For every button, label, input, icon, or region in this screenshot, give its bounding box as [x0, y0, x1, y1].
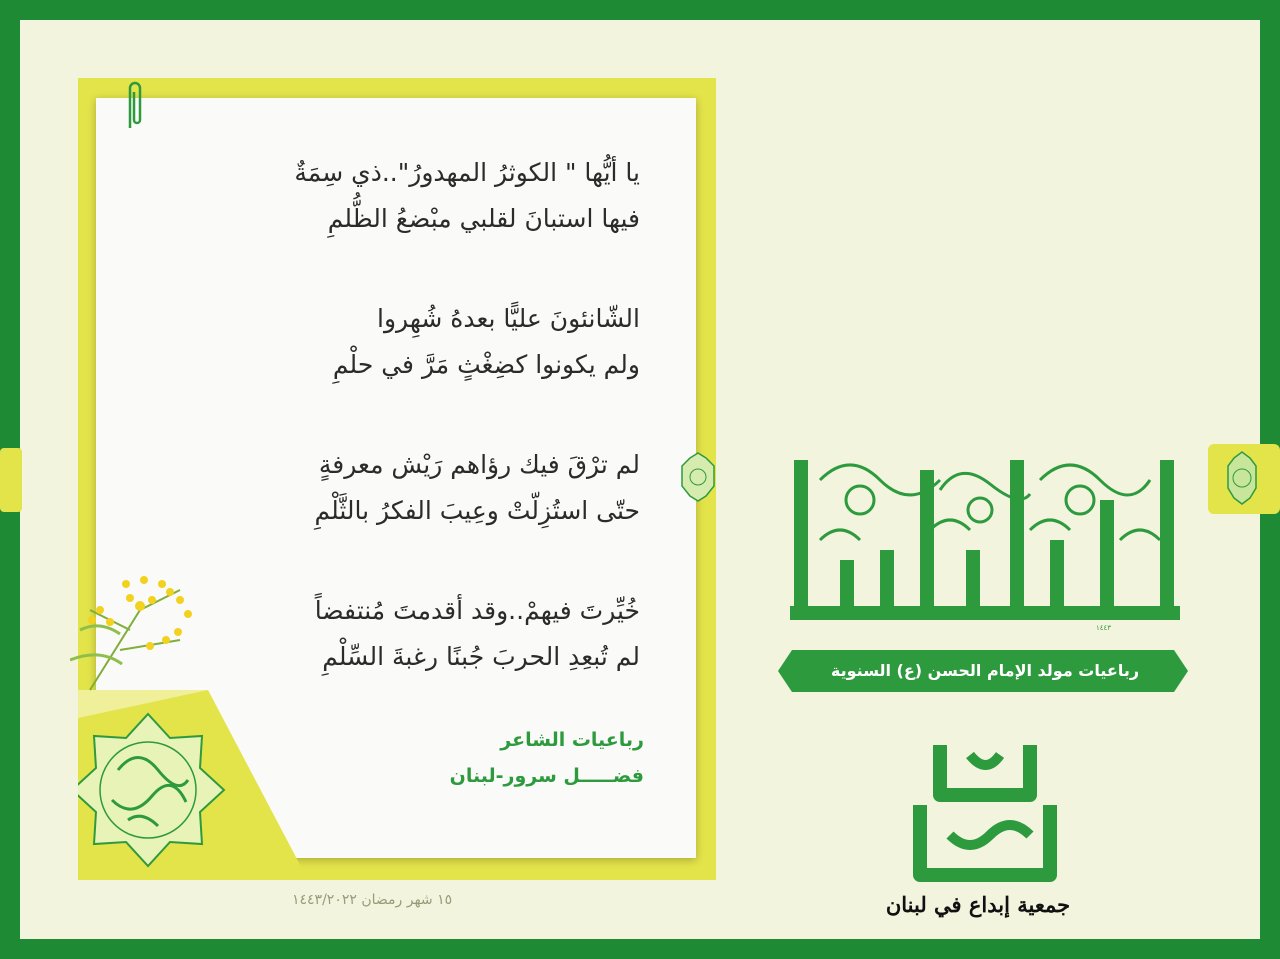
poem-line: الشّانئونَ عليًّا بعدهُ شُهِروا [377, 304, 640, 333]
stanza-2 [120, 296, 640, 388]
year-note: ١٤٤٣ [1096, 624, 1112, 632]
stanza-3 [120, 442, 640, 534]
mimosa-flower-icon [70, 570, 200, 700]
poem-line: يا أيُّها " الكوثرُ المهدورُ"..ذي سِمَةٌ [294, 158, 640, 187]
date-text: ١٥ شهر رمضان ١٤٤٣/٢٠٢٢ [292, 892, 453, 908]
poem-line: لم تُبعِدِ الحربَ جُبنًا رغبةَ السِّلْمِ [322, 642, 640, 671]
paperclip-icon [124, 76, 144, 132]
poem-line: حتّى استُزِلّتْ وعِيبَ الفكرُ بالثَّلْمِ [314, 496, 640, 525]
right-side-tab [1208, 444, 1280, 514]
poem-line: فيها استبانَ لقلبي مبْضعُ الظُّلمِ [327, 204, 640, 233]
title-subtitle: رباعيات مولد الإمام الحسن (ع) السنوية [830, 661, 1140, 680]
poem-line: خُيِّرتَ فيهمْ..وقد أقدمتَ مُنتفضاً [314, 596, 640, 625]
credit-line-2: فضـــــل سرور-لبنان [449, 765, 644, 787]
poet-credit [450, 722, 644, 794]
folded-corner [78, 690, 308, 880]
paper-medallion-icon [676, 452, 720, 502]
organization-name: جمعية إبداع في لبنان [885, 892, 1071, 917]
poem-line: لم ترْقَ فيك رؤاهم رَيْش معرفةٍ [318, 450, 640, 479]
poem-line: ولم يكونوا كضِغْثٍ مَرَّ في حلْمِ [332, 350, 640, 379]
credit-line-1: رباعيات الشاعر [500, 729, 644, 751]
stanza-1 [120, 150, 640, 242]
left-side-tab [0, 448, 24, 512]
